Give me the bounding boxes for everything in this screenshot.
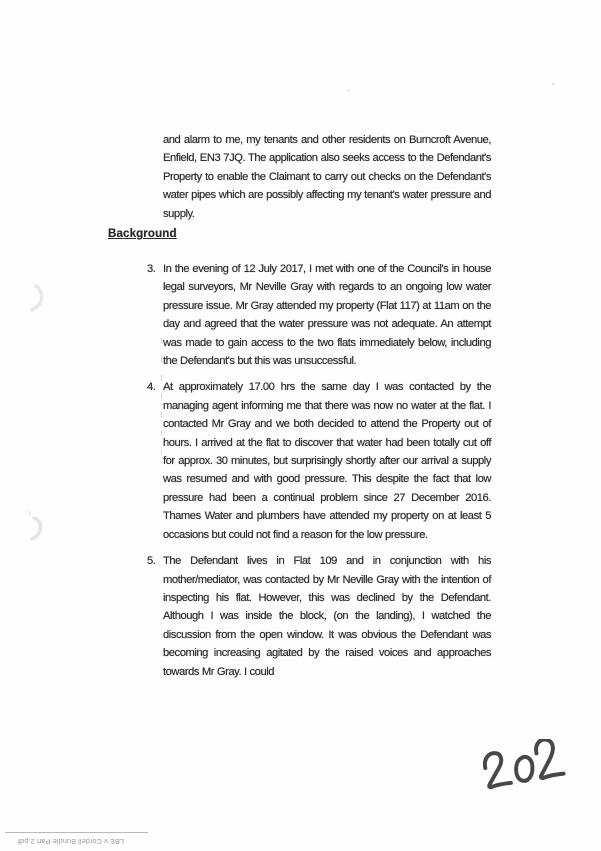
- paragraph-text: At approximately 17.00 hrs the same day I was contacted by the managing agent informing me that there was now no water at the flat. I contacted Mr Gray and we both decided to attend the Property out of hours. I arrived at the flat to discover that water had been totally cut off for approx. 30 minutes, but surprisingly shortly after our arrival a supply was resumed and with good pressure. This despite the fact that low pressure had been a continual problem since 27 December 2016. Thames Water and plumbers have attended my property on at least 5 occasions but could not find a reason for the low pressure.: [163, 381, 491, 541]
- paragraph-text: In the evening of 12 July 2017, I met with one of the Council's in house legal surveyors, Mr Neville Gray with regards to an ongoing low water pressure issue. Mr Gray attended my property (Flat 117) at 11am on the day and agreed that the water pressure was not adequate. An attempt was made to gain access to the two flats immediately below, including the Defendant's but this was unsuccessful.: [163, 263, 491, 368]
- scan-squiggle: [404, 124, 428, 132]
- paragraph-number: 5.: [147, 555, 156, 568]
- handwritten-202-strokes: [479, 739, 571, 796]
- numbered-paragraph: [147, 552, 491, 681]
- paragraph-number: 4.: [147, 381, 156, 394]
- numbered-paragraph-list: [147, 260, 491, 689]
- handwritten-page-number: [479, 739, 571, 796]
- paragraph-number: 3.: [147, 263, 156, 275]
- footer-scan-line: [5, 832, 148, 833]
- intro-paragraph: and alarm to me, my tenants and other residents on Burncroft Avenue, Enfield, EN3 7JQ. The application also seeks access to the Defendant's Property to enable the Claimant to carry out checks on the Defendant's water pipes which are possibly affecting my tenant's water pressure and supply.: [163, 134, 491, 220]
- scan-mark-curl: [10, 508, 50, 548]
- scan-crease-line: [161, 338, 162, 466]
- section-heading: Background: [108, 227, 177, 240]
- scan-speck: [552, 83, 555, 85]
- numbered-paragraph: [147, 378, 491, 544]
- numbered-paragraph: [147, 260, 491, 370]
- scan-mark-curl: [10, 280, 50, 320]
- scan-speck: [347, 89, 350, 92]
- paragraph-text: The Defendant lives in Flat 109 and in conjunction with his mother/mediator, was contacted by Mr Neville Gray with the intention of inspecting his flat. However, this was declined by the Defendant. Although I was inside the block, (on the landing), I watched the discussion from the open window. It was obvious the Defendant was becoming increasing agitated by the raised voices and approaches towards Mr Gray. I could: [163, 555, 491, 678]
- footer-filename-text: LBE v Cordell Bundle Part 2.pdf: [17, 837, 124, 846]
